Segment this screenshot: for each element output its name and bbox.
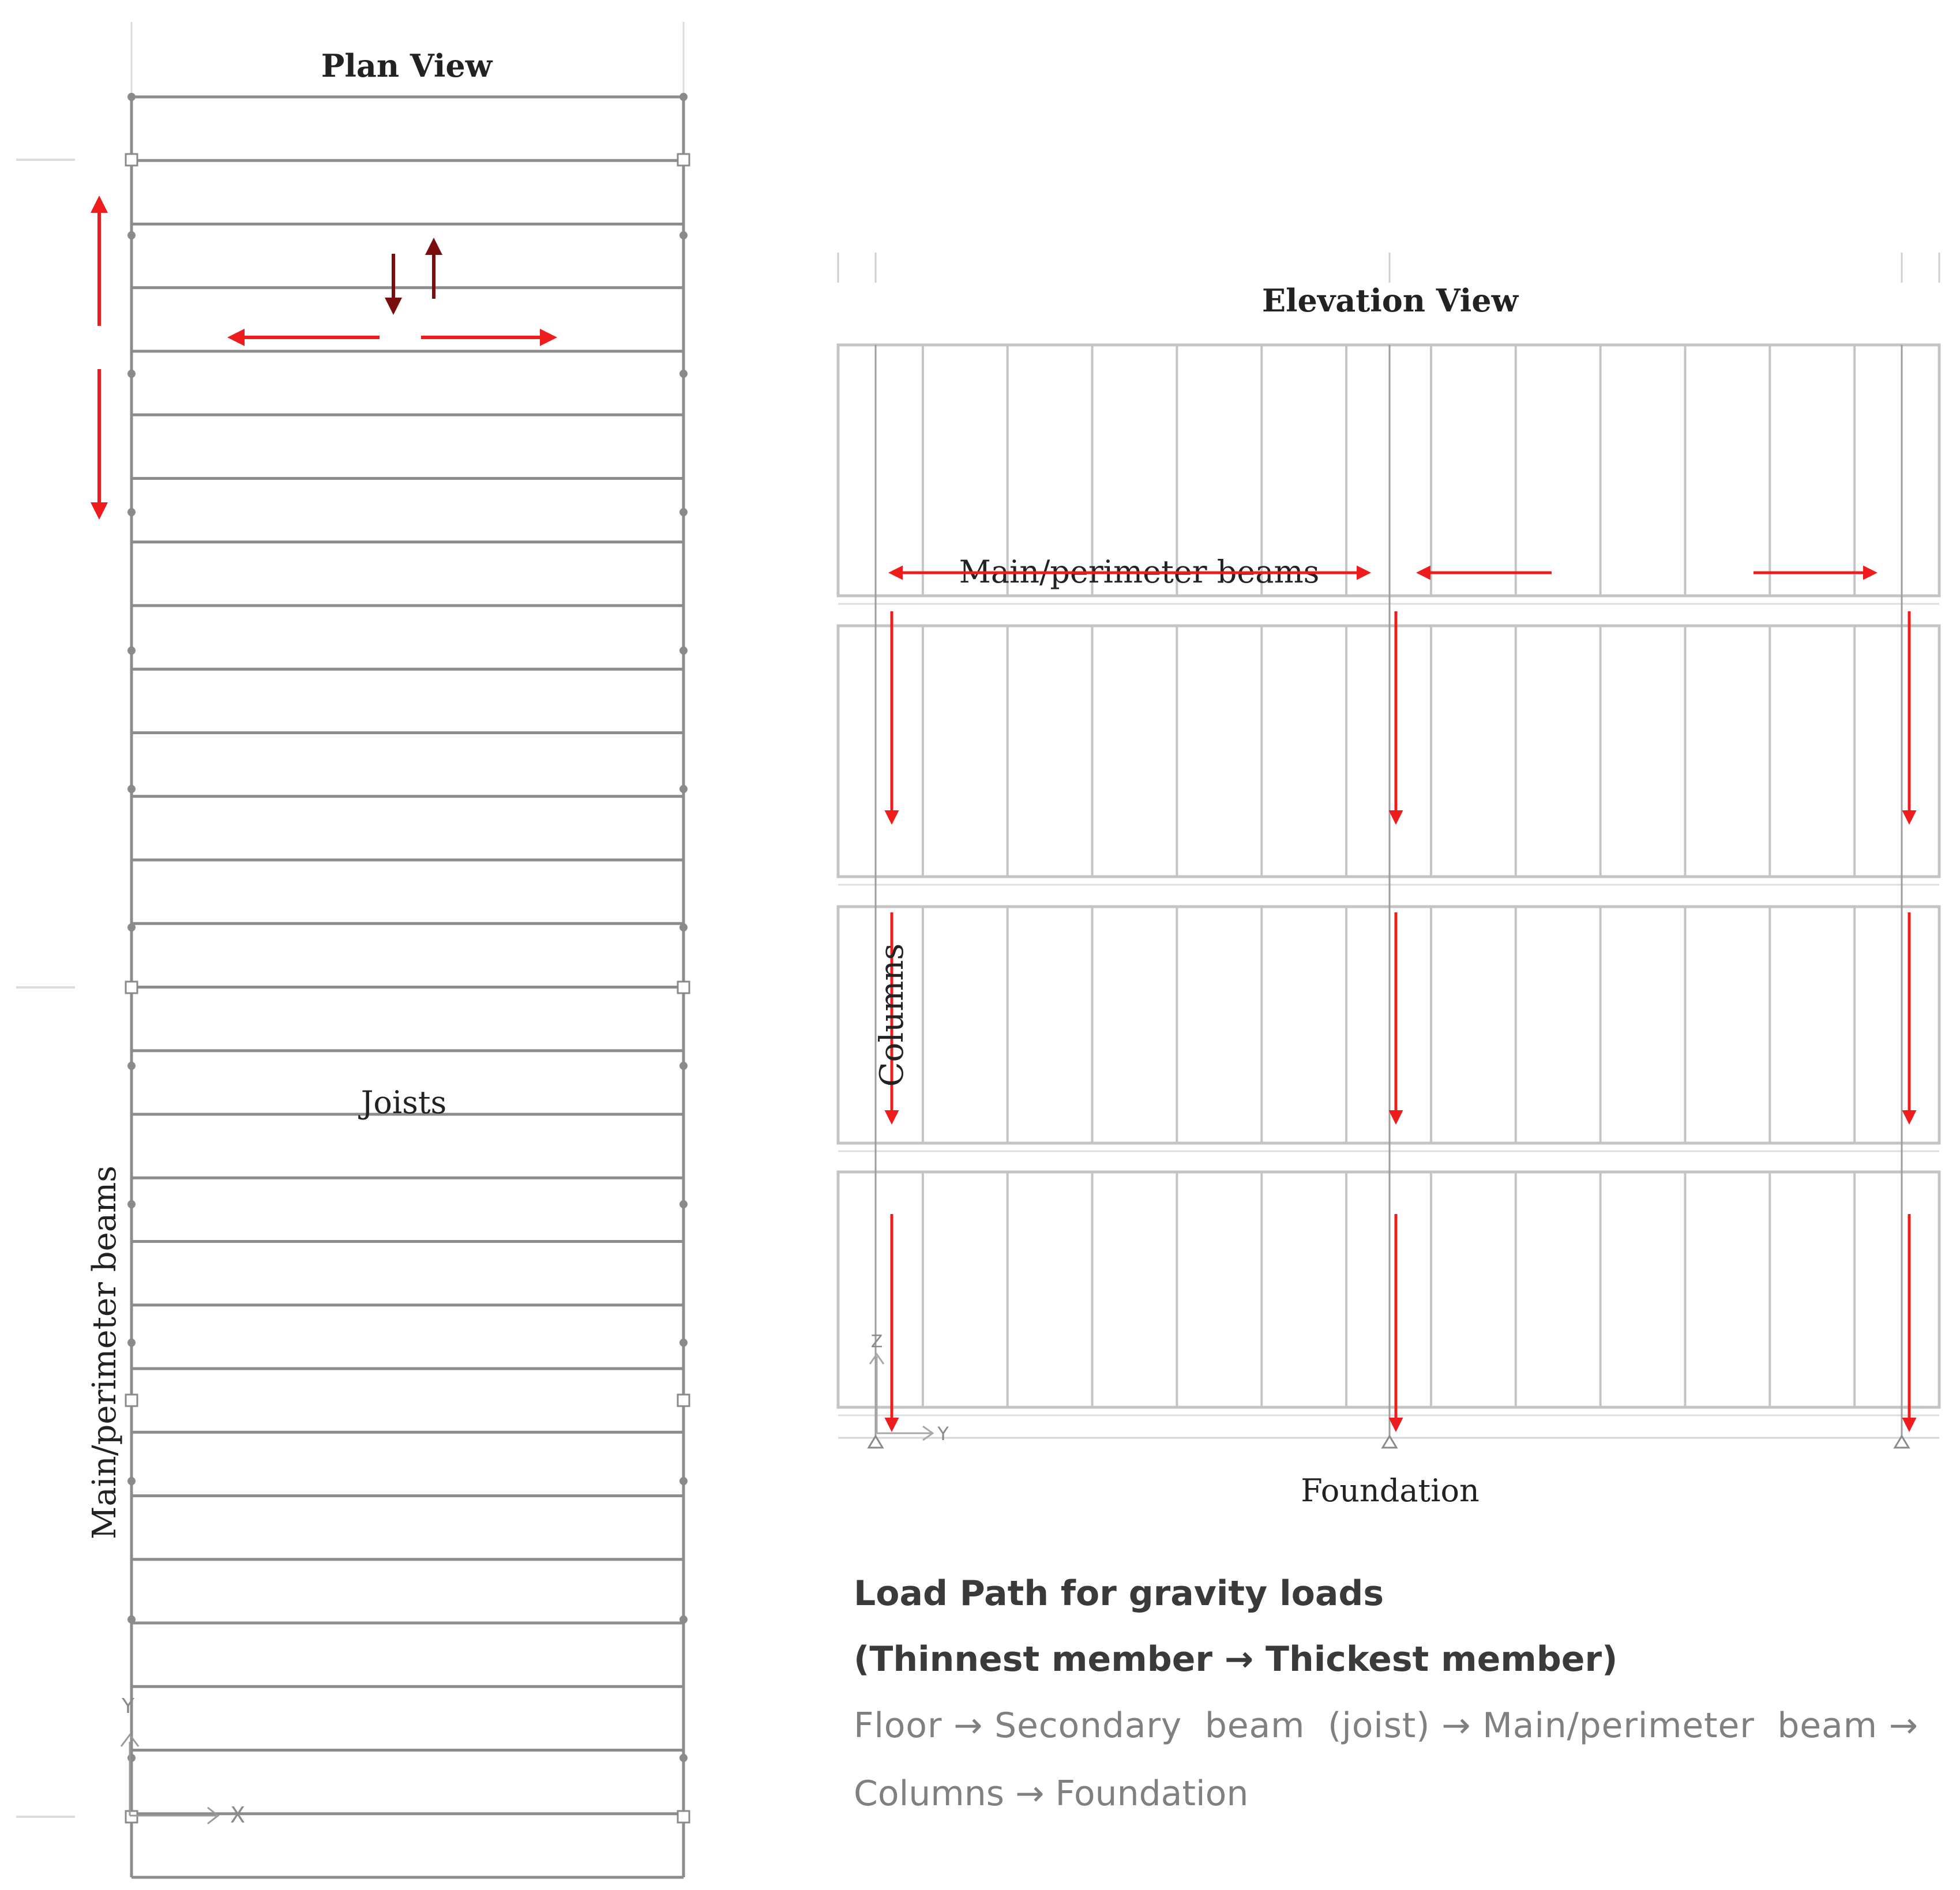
beam-node bbox=[679, 1477, 688, 1485]
beam-node bbox=[127, 1477, 136, 1485]
plan-axis-triad bbox=[121, 1694, 245, 1828]
column-node bbox=[678, 1811, 689, 1823]
beam-node bbox=[679, 1062, 688, 1070]
load-path-heading: Load Path for gravity loads bbox=[854, 1573, 1384, 1614]
column-node bbox=[126, 1395, 137, 1406]
column-node bbox=[126, 1811, 137, 1823]
beam-node bbox=[679, 1615, 688, 1624]
beam-node bbox=[679, 785, 688, 793]
elevation-view-title: Elevation View bbox=[1261, 282, 1519, 319]
load-path-line-1: Floor → Secondary beam (joist) → Main/perimeter beam → bbox=[854, 1705, 1918, 1746]
plan-joists-label: Joists bbox=[361, 1084, 447, 1121]
elevation-columns-label: Columns bbox=[873, 943, 911, 1087]
beam-node bbox=[127, 1339, 136, 1347]
column-node bbox=[678, 154, 689, 166]
column-node bbox=[126, 982, 137, 993]
column-node bbox=[678, 982, 689, 993]
plan-joists bbox=[132, 97, 684, 1877]
beam-node bbox=[679, 93, 688, 101]
elevation-axis-z: Z bbox=[870, 1332, 883, 1352]
beam-node bbox=[127, 1615, 136, 1624]
beam-node bbox=[127, 93, 136, 101]
elevation-axis-y: Y bbox=[937, 1423, 949, 1445]
column-node bbox=[126, 154, 137, 166]
elevation-beams-label: Main/perimeter beams bbox=[959, 554, 1320, 590]
load-path-legend bbox=[854, 1573, 1918, 1814]
elevation-axis-triad bbox=[870, 1332, 949, 1445]
beam-node bbox=[679, 370, 688, 378]
beam-node bbox=[679, 1200, 688, 1208]
elevation-column-lines bbox=[876, 345, 1902, 1438]
beam-node bbox=[127, 785, 136, 793]
beam-node bbox=[127, 1200, 136, 1208]
beam-node bbox=[679, 231, 688, 239]
foundation-label: Foundation bbox=[1301, 1472, 1480, 1509]
beam-node bbox=[679, 923, 688, 931]
plan-axis-x: X bbox=[230, 1802, 246, 1828]
elevation-load-arrows bbox=[892, 611, 1909, 1429]
elevation-view bbox=[838, 253, 1939, 1509]
beam-node bbox=[679, 1339, 688, 1347]
beam-node bbox=[127, 1062, 136, 1070]
plan-view-title: Plan View bbox=[321, 47, 493, 84]
beam-node bbox=[679, 508, 688, 516]
plan-view bbox=[16, 22, 689, 1877]
beam-node bbox=[127, 923, 136, 931]
plan-beams-label: Main/perimeter beams bbox=[86, 1166, 123, 1539]
beam-node bbox=[127, 1754, 136, 1762]
plan-axis-y: Y bbox=[122, 1694, 134, 1718]
beam-node bbox=[679, 647, 688, 655]
beam-node bbox=[127, 647, 136, 655]
load-path-subheading: (Thinnest member → Thickest member) bbox=[854, 1639, 1618, 1679]
plan-grid-guides bbox=[16, 22, 684, 1817]
beam-node bbox=[679, 1754, 688, 1762]
column-node bbox=[678, 1395, 689, 1406]
beam-node bbox=[127, 508, 136, 516]
beam-node bbox=[127, 231, 136, 239]
beam-node bbox=[127, 370, 136, 378]
load-path-line-2: Columns → Foundation bbox=[854, 1773, 1249, 1814]
